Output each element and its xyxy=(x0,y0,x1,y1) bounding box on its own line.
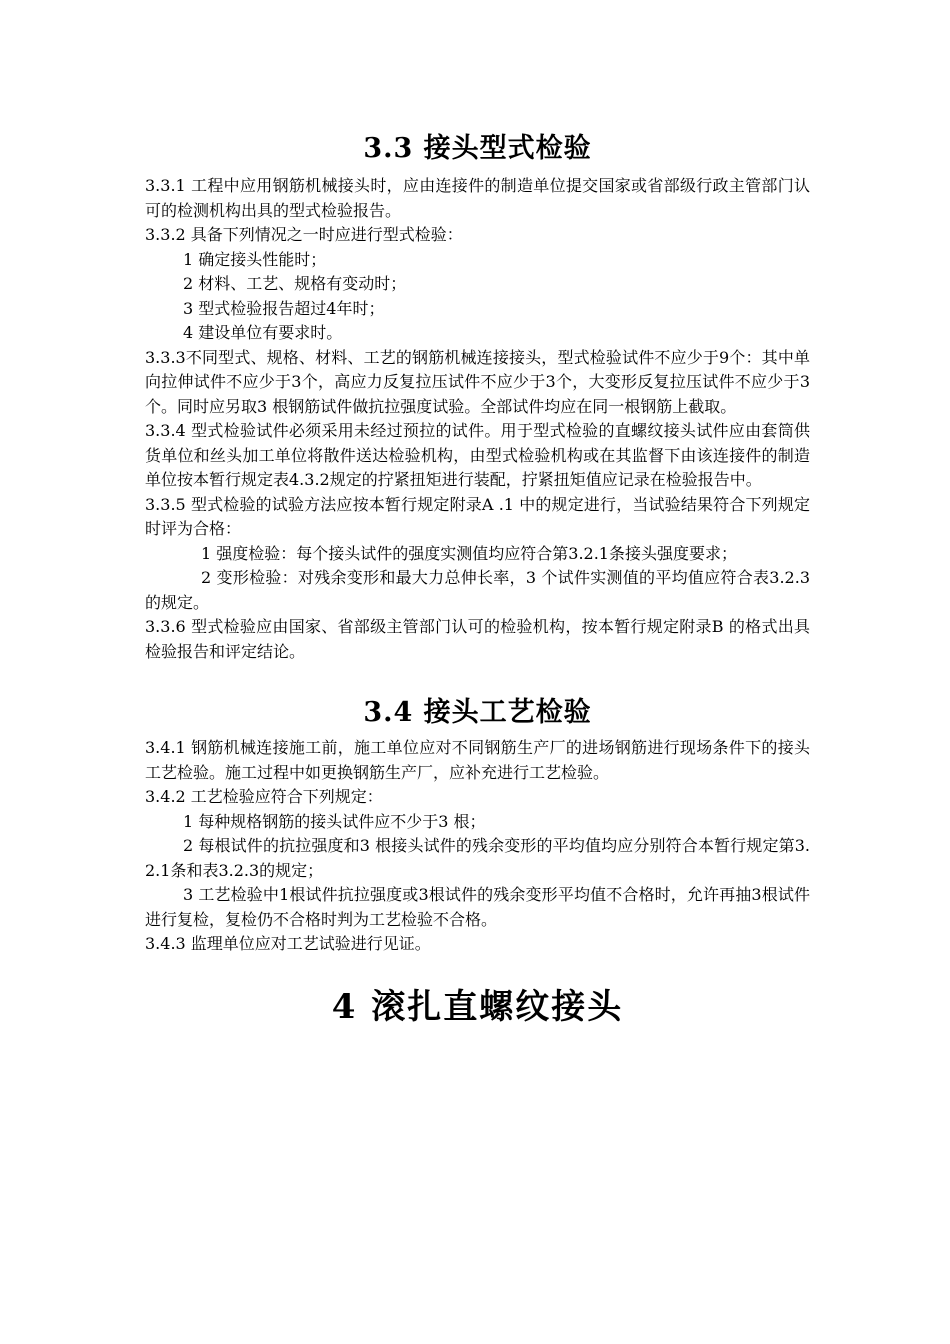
clause-3-3-5-item-1: 1 强度检验：每个接头试件的强度实测值均应符合第3.2.1条接头强度要求； xyxy=(201,543,737,563)
clause-3-4-2-item-1: 1 每种规格钢筋的接头试件应不少于3 根； xyxy=(183,811,486,831)
clause-3-3-5-item-2: 2 变形检验：对残余变形和最大力总伸长率，3 个试件实测值的平均值应符合表3.2.3的规定。 xyxy=(145,568,810,612)
clause-3-3-5: 3.3.5 型式检验的试验方法应按本暂行规定附录A .1 中的规定进行，当试验结果符合下列规定时评为合格： xyxy=(145,494,810,538)
clause-3-4-2-item-3: 3 工艺检验中1根试件抗拉强度或3根试件的残余变形平均值不合格时，允许再抽3根试件进行复检，复检仍不合格时判为工艺检验不合格。 xyxy=(145,885,810,929)
clause-3-3-2-item-3: 3 型式检验报告超过4年时； xyxy=(183,298,385,318)
clause-3-4-3: 3.4.3 监理单位应对工艺试验进行见证。 xyxy=(145,934,431,953)
clause-3-4-1: 3.4.1 钢筋机械连接施工前，施工单位应对不同钢筋生产厂的进场钢筋进行现场条件下的接头工艺检验。施工过程中如更换钢筋生产厂，应补充进行工艺检验。 xyxy=(145,738,810,782)
section-3-4-title: 3.4 接头工艺检验 xyxy=(363,697,592,728)
clause-3-3-2-item-1: 1 确定接头性能时； xyxy=(183,249,327,269)
chapter-4-title: 4 滚扎直螺纹接头 xyxy=(331,986,624,1027)
clause-3-3-6: 3.3.6 型式检验应由国家、省部级主管部门认可的检验机构，按本暂行规定附录B 的格式出具检验报告和评定结论。 xyxy=(145,617,810,661)
clause-3-3-2-item-4: 4 建设单位有要求时。 xyxy=(183,323,343,342)
clause-3-4-2-item-2: 2 每根试件的抗拉强度和3 根接头试件的残余变形的平均值均应分别符合本暂行规定第3.2.1条和表3.2.3的规定； xyxy=(145,836,810,880)
clause-3-3-2: 3.3.2 具备下列情况之一时应进行型式检验： xyxy=(145,225,463,244)
clause-3-3-4: 3.3.4 型式检验试件必须采用未经过预拉的试件。用于型式检验的直螺纹接头试件应由套筒供货单位和丝头加工单位将散件送达检验机构，由型式检验机构或在其监督下由该连接件的制造单位按本暂行规定表4.3.2规定的拧紧扭矩进行装配，拧紧扭矩值应记录在检验报告中。 xyxy=(145,421,810,489)
clause-3-3-3: 3.3.3不同型式、规格、材料、工艺的钢筋机械连接接头，型式检验试件不应少于9个：其中单向拉伸试件不应少于3个，高应力反复拉压试件不应少于3个，大变形反复拉压试件不应少于3 个。同时应另取3 根钢筋试件做抗拉强度试验。全部试件均应在同一根钢筋上截取。 xyxy=(145,347,810,416)
document-content xyxy=(145,0,810,1029)
section-3-3-title: 3.3 接头型式检验 xyxy=(363,133,592,164)
clause-3-4-2: 3.4.2 工艺检验应符合下列规定： xyxy=(145,787,383,806)
clause-3-3-2-item-2: 2 材料、工艺、规格有变动时； xyxy=(183,274,407,293)
clause-3-3-1: 3.3.1 工程中应用钢筋机械接头时，应由连接件的制造单位提交国家或省部级行政主管部门认可的检测机构出具的型式检验报告。 xyxy=(145,176,810,220)
